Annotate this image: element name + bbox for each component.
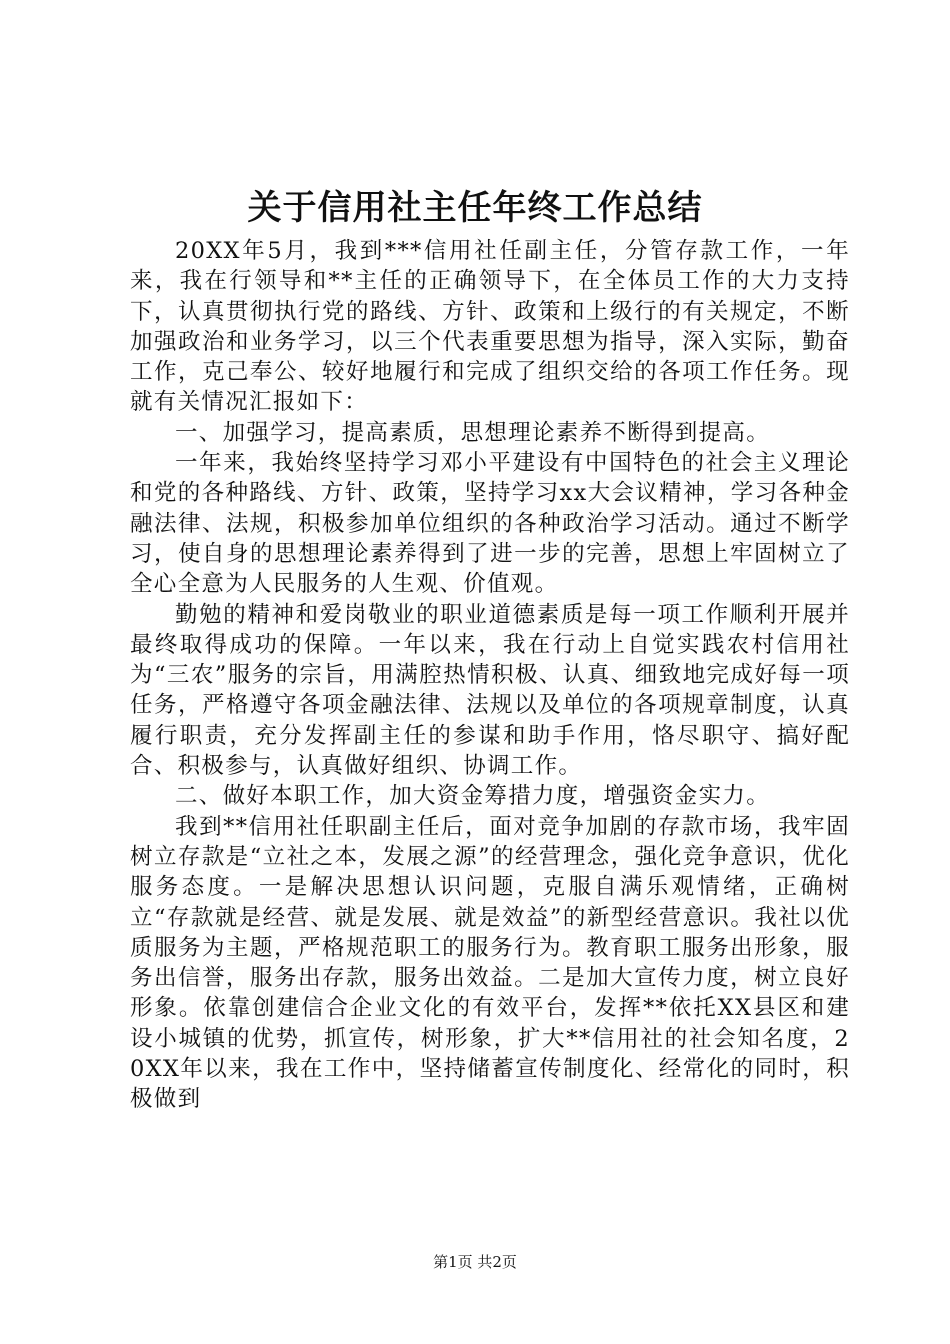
document-body [130, 236, 850, 1115]
paragraph-study: 一年来，我始终坚持学习邓小平建设有中国特色的社会主义理论和党的各种路线、方针、政策，坚持学习xx大会议精神，学习各种金融法律、法规，积极参加单位组织的各种政治学习活动。通过不断学习，使自身的思想理论素养得到了进一步的完善，思想上牢固树立了全心全意为人民服务的人生观、价值观。 [130, 450, 850, 598]
page-number-footer: 第1页 共2页 [433, 1253, 517, 1271]
paragraph-deposits: 我到**信用社任职副主任后，面对竞争加剧的存款市场，我牢固树立存款是“立社之本，发展之源”的经营理念，强化竞争意识，优化服务态度。一是解决思想认识问题，克服自满乐观情绪，正确树立“存款就是经营、就是发展、就是效益”的新型经营意识。我社以优质服务为主题，严格规范职工的服务行为。教育职工服务出形象，服务出信誉，服务出存款，服务出效益。二是加大宣传力度，树立良好形象。依靠创建信合企业文化的有效平台，发挥**依托XX县区和建设小城镇的优势，抓宣传，树形象，扩大**信用社的社会知名度，20XX年以来，我在工作中，坚持储蓄宣传制度化、经常化的同时，积极做到 [130, 813, 850, 1113]
section-heading-1: 一、加强学习，提高素质，思想理论素养不断得到提高。 [175, 419, 771, 446]
paragraph-diligence: 勤勉的精神和爱岗敬业的职业道德素质是每一项工作顺利开展并最终取得成功的保障。一年以来，我在行动上自觉实践农村信用社为“三农”服务的宗旨，用满腔热情积极、认真、细致地完成好每一项任务，严格遵守各项金融法律、法规以及单位的各项规章制度，认真履行职责，充分发挥副主任的参谋和助手作用，恪尽职守、搞好配合、积极参与，认真做好组织、协调工作。 [130, 601, 850, 780]
section-heading-2: 二、做好本职工作，加大资金筹措力度，增强资金实力。 [175, 783, 771, 810]
document-title: 关于信用社主任年终工作总结 [247, 188, 703, 228]
paragraph-intro: 20XX年5月，我到***信用社任副主任，分管存款工作，一年来，我在行领导和**主任的正确领导下，在全体员工作的大力支持下，认真贯彻执行党的路线、方针、政策和上级行的有关规定，不断加强政治和业务学习，以三个代表重要思想为指导，深入实际，勤奋工作，克己奉公、较好地履行和完成了组织交给的各项工作任务。现就有关情况汇报如下： [130, 238, 850, 416]
